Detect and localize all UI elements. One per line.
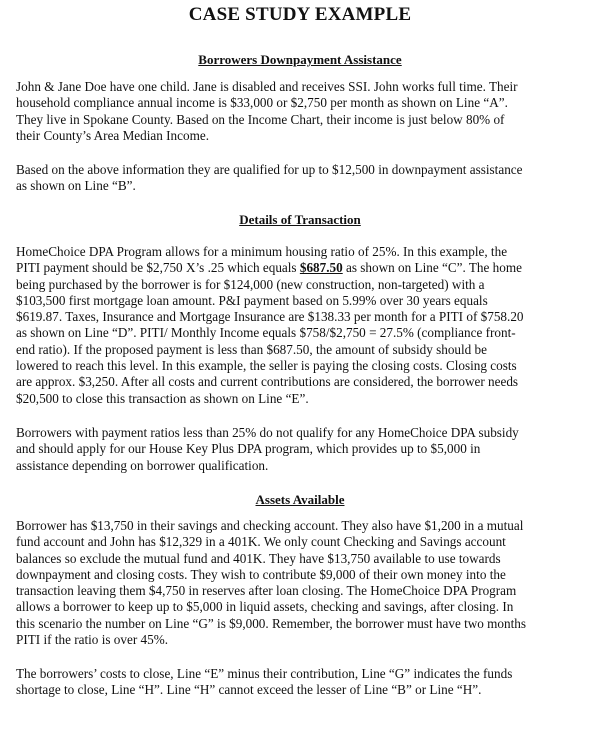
text-line: household compliance annual income is $33,000 or $2,750 per month as shown on Line “A”. xyxy=(16,95,508,111)
page-title: CASE STUDY EXAMPLE xyxy=(188,4,412,25)
paragraph-payment-ratios xyxy=(16,425,586,474)
text-line: Based on the above information they are qualified for up to $12,500 in downpayment assistance xyxy=(16,162,523,177)
text-line: Borrower has $13,750 in their savings and checking account. They also have $1,200 in a mutual xyxy=(16,518,524,533)
text-line: fund account and John has $12,329 in a 401K. We only count Checking and Savings account xyxy=(16,534,506,550)
text-line-with-highlight xyxy=(16,260,586,276)
text-line: John & Jane Doe have one child. Jane is disabled and receives SSI. John works full time. Their xyxy=(16,79,518,94)
paragraph-assets xyxy=(16,518,586,648)
text-line: lowered to reach this level. In this example, the seller is paying the closing costs. Closing costs xyxy=(16,358,517,374)
text-line: shortage to close, Line “H”. Line “H” cannot exceed the lesser of Line “B” or Line “H”. xyxy=(16,682,482,698)
text-line: $103,500 first mortgage loan amount. P&I payment based on 5.99% over 30 years equals xyxy=(16,292,488,308)
text-segment: as shown on Line “C”. The home xyxy=(342,260,522,276)
highlighted-amount: $687.50 xyxy=(299,260,343,276)
heading-borrowers-downpayment-assistance: Borrowers Downpayment Assistance xyxy=(198,52,402,67)
text-line: as shown on Line “D”. PITI/ Monthly Income equals $758/$2,750 = 27.5% (compliance front- xyxy=(16,325,516,341)
paragraph-qualification xyxy=(16,162,586,195)
text-segment: PITI payment should be $2,750 X’s .25 which equals xyxy=(16,260,300,276)
text-line: this scenario the number on Line “G” is $9,000. Remember, the borrower must have two months xyxy=(16,615,527,631)
text-line: allows a borrower to keep up to $5,000 in liquid assets, checking and savings, after closing. In xyxy=(16,599,514,615)
paragraph-transaction-details xyxy=(16,244,586,407)
text-line: balances so exclude the mutual fund and 401K. They have $13,750 available to use towards xyxy=(16,550,501,566)
heading-assets-available: Assets Available xyxy=(255,492,345,507)
text-line: $20,500 to close this transaction as shown on Line “E”. xyxy=(16,390,309,406)
text-line: end ratio). If the proposed payment is less than $687.50, the amount of subsidy should be xyxy=(16,341,488,357)
text-line: They live in Spokane County. Based on the Income Chart, their income is just below 80% of xyxy=(16,111,505,127)
paragraph-household-income xyxy=(16,79,586,144)
text-line: are approx. $3,250. After all costs and current contributions are considered, the borrower needs xyxy=(16,374,519,390)
text-line: transaction leaving them $4,750 in reserves after loan closing. The HomeChoice DPA Program xyxy=(16,583,517,599)
text-line: and should apply for our House Key Plus DPA program, which provides up to $5,000 in xyxy=(16,441,481,457)
heading-details-of-transaction: Details of Transaction xyxy=(239,212,361,227)
paragraph-funds-shortage xyxy=(16,666,586,699)
text-line: PITI if the ratio is over 45%. xyxy=(16,632,168,648)
text-line: HomeChoice DPA Program allows for a minimum housing ratio of 25%. In this example, the xyxy=(16,244,508,259)
text-line: assistance depending on borrower qualification. xyxy=(16,457,269,473)
text-line: their County’s Area Median Income. xyxy=(16,127,210,143)
text-line: $619.87. Taxes, Insurance and Mortgage Insurance are $138.33 per month for a PITI of $758.20 xyxy=(16,309,524,325)
text-line: Borrowers with payment ratios less than 25% do not qualify for any HomeChoice DPA subsidy xyxy=(16,425,519,440)
text-line: being purchased by the borrower is for $124,000 (new construction, non-targeted) with a xyxy=(16,276,485,292)
text-line: downpayment and closing costs. They wish to contribute $9,000 of their own money into the xyxy=(16,566,506,582)
text-line: The borrowers’ costs to close, Line “E” minus their contribution, Line “G” indicates the funds xyxy=(16,666,513,681)
text-line: as shown on Line “B”. xyxy=(16,178,136,194)
